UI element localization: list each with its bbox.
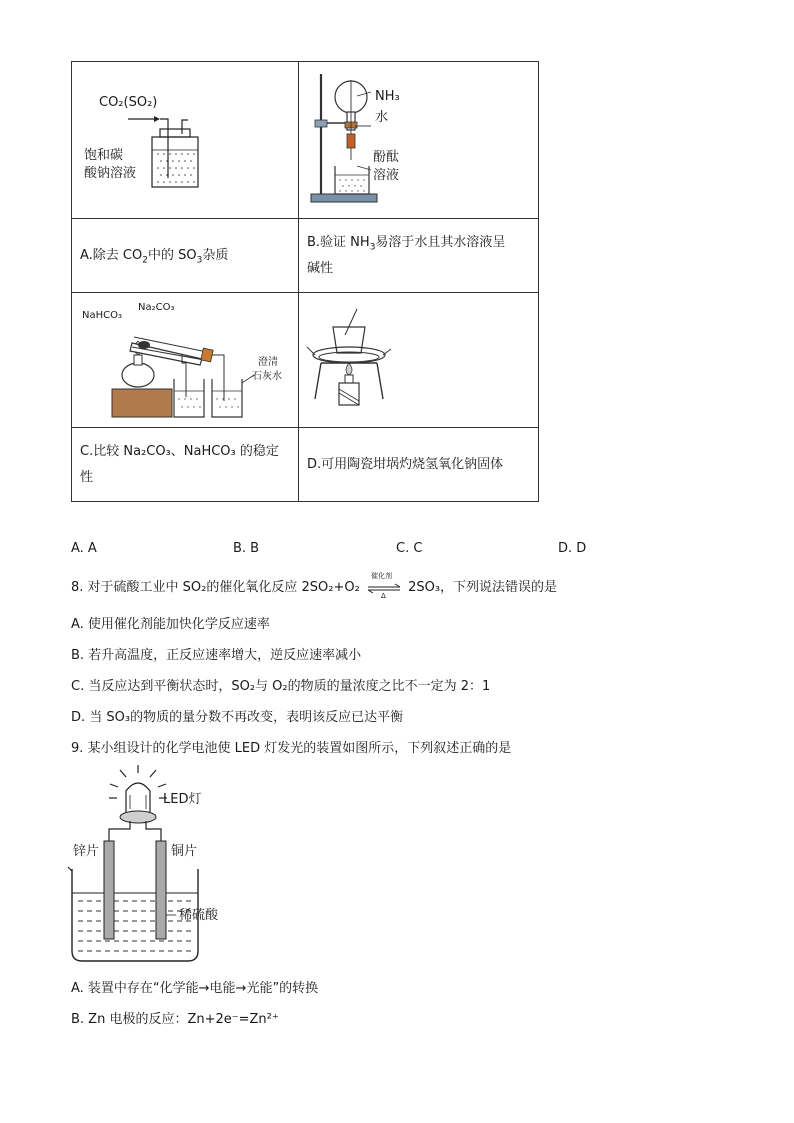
q7-option-b[interactable]: B. B xyxy=(233,541,260,556)
q8-option-d[interactable]: D. 当 SO₃的物质的量分数不再改变，表明该反应已达平衡 xyxy=(71,710,404,725)
crucible-figure xyxy=(299,293,538,427)
zinc-label: 锌片 xyxy=(73,844,100,859)
q7-option-d[interactable]: D. D xyxy=(558,541,587,556)
sodium-carbonate-label: Na₂CO₃ xyxy=(138,302,175,313)
experiment-table xyxy=(71,61,539,502)
q8-option-a[interactable]: A. 使用催化剂能加快化学反应速率 xyxy=(71,617,270,632)
figure-b-cell xyxy=(299,62,539,219)
q7-option-a[interactable]: A. A xyxy=(71,541,97,556)
sodium-bicarbonate-label: NaHCO₃ xyxy=(82,310,122,321)
led-cell-figure xyxy=(60,765,280,965)
q7-options-row xyxy=(71,541,591,557)
figure-c-cell xyxy=(72,293,299,428)
reagent-label-line2: 酸钠溶液 xyxy=(84,166,137,181)
caption-b: B.验证 $NH_3$易溶于水且其水溶液呈 碱性 xyxy=(299,219,539,293)
caption-d: D.可用陶瓷坩埚灼烧氢氧化钠固体 xyxy=(299,428,539,502)
gas-washing-bottle-figure xyxy=(72,62,298,218)
led-label: LED灯 xyxy=(163,792,202,807)
copper-label: 铜片 xyxy=(171,844,198,859)
reagent-label-line1: 饱和碳 xyxy=(84,148,124,163)
q8-stem: 8. 对于硫酸工业中 SO₂的催化氧化反应 2SO₂+O₂ 催化剂 Δ 2SO₃，下列说法错误的是 xyxy=(71,571,558,600)
fountain-diagram xyxy=(299,62,538,218)
indicator-label-line2: 溶液 xyxy=(373,168,400,183)
q9-option-b[interactable]: B. Zn 电极的反应：Zn+2e⁻=Zn²⁺ xyxy=(71,1012,279,1027)
thermal-stability-figure xyxy=(72,293,298,427)
limewater-label-line2: 石灰水 xyxy=(252,371,282,382)
reversible-arrow-icon: 催化剂 Δ xyxy=(364,578,404,598)
caption-a: A.除去 $CO_2$中的 $SO_3$杂质 xyxy=(72,219,299,293)
gas-mixture-label: CO₂(SO₂) xyxy=(99,95,158,110)
figure-d-cell xyxy=(299,293,539,428)
wash-bottle-diagram xyxy=(72,62,298,218)
crucible-on-tripod-diagram xyxy=(299,293,538,427)
q8-option-c[interactable]: C. 当反应达到平衡状态时，SO₂与 O₂的物质的量浓度之比不一定为 2：1 xyxy=(71,679,491,694)
q8-option-b[interactable]: B. 若升高温度，正反应速率增大，逆反应速率减小 xyxy=(71,648,362,663)
q7-option-c[interactable]: C. C xyxy=(396,541,423,556)
water-label: 水 xyxy=(375,110,389,125)
q9-stem: 9. 某小组设计的化学电池使 LED 灯发光的装置如图所示，下列叙述正确的是 xyxy=(71,741,512,756)
limewater-label-line1: 澄清 xyxy=(258,357,278,368)
figure-a-cell xyxy=(72,62,299,219)
acid-label: 稀硫酸 xyxy=(179,908,219,923)
caption-c: C.比较 Na₂CO₃、NaHCO₃ 的稳定 性 xyxy=(72,428,299,502)
fountain-experiment-figure xyxy=(299,62,538,218)
indicator-label-line1: 酚酞 xyxy=(373,150,400,165)
q9-option-a[interactable]: A. 装置中存在“化学能→电能→光能”的转换 xyxy=(71,981,319,996)
ammonia-label: NH₃ xyxy=(375,89,400,104)
